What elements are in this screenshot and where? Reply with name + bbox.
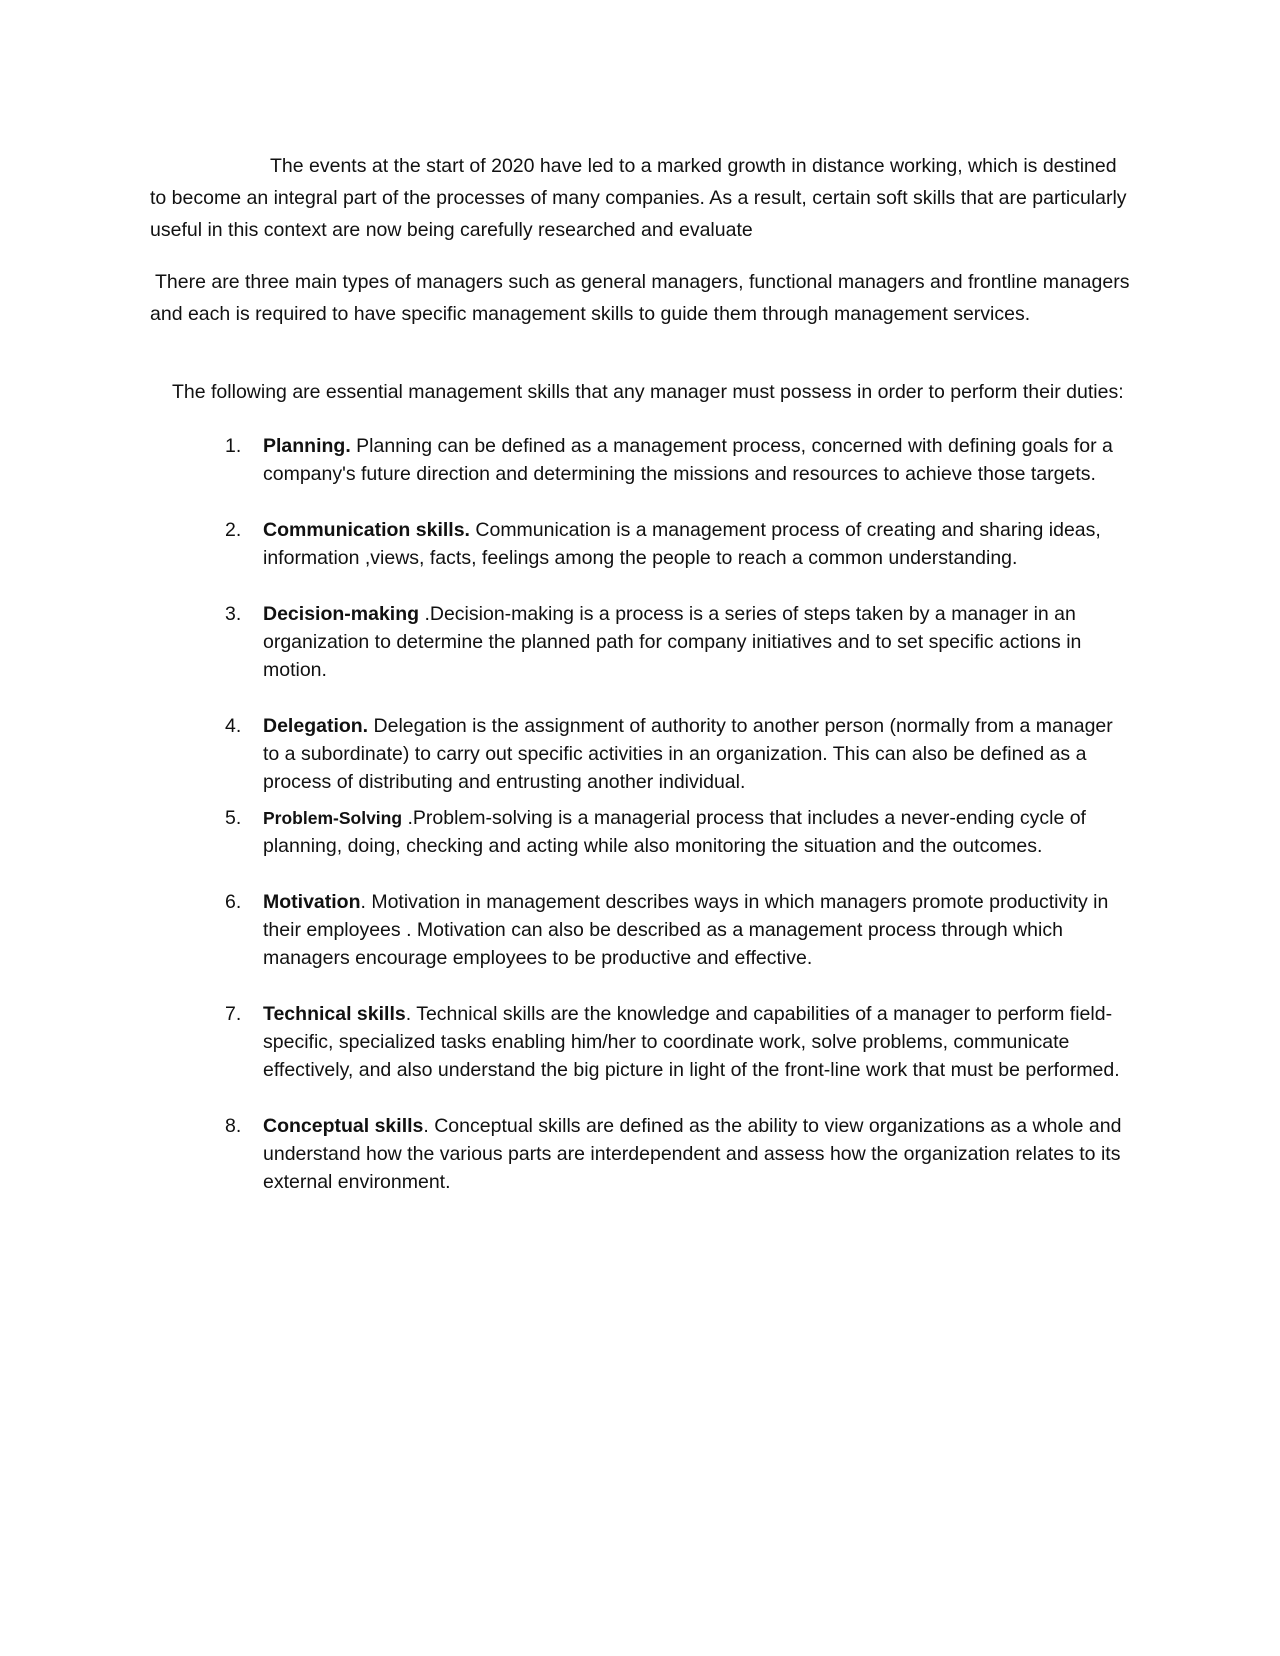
list-item-text: .Decision-making is a process is a series of steps taken by a manager in an organization to determine the planned path for company initiatives and to set specific actions in motion. (263, 603, 1082, 681)
list-item (150, 432, 1130, 488)
list-item-text: . Motivation in management describes ways in which managers promote productivity in their employees . Motivation can also be described as a management process through which managers encourage employees to be productive and effective. (263, 891, 1109, 969)
intro-paragraph: The events at the start of 2020 have led to a marked growth in distance working, which is destined to become an integral part of the processes of many companies. As a result, certain soft skills that are particularly useful in this context are now being carefully researched and evaluate (150, 155, 1127, 241)
list-item (150, 1112, 1130, 1196)
list-item-title: Technical skills (263, 1003, 406, 1025)
skills-list (150, 432, 1130, 1196)
list-item-text: Planning can be defined as a management process, concerned with defining goals for a company's future direction and determining the missions and resources to achieve those targets. (263, 435, 1113, 485)
list-item-number: 6. (225, 891, 242, 913)
list-item-text: Delegation is the assignment of authority to another person (normally from a manager to a subordinate) to carry out specific activities in an organization. This can also be defined as a process of distributing and entrusting another individual. (263, 715, 1113, 793)
list-item (150, 600, 1130, 684)
skills-intro-paragraph: The following are essential management skills that any manager must possess in order to perform their duties: (172, 381, 1124, 403)
list-item-number: 1. (225, 435, 242, 457)
document-body (150, 150, 1130, 1224)
list-item-title: Decision-making (263, 603, 420, 625)
list-item-number: 5. (225, 807, 242, 829)
list-item (150, 712, 1130, 796)
list-item-title: Problem-Solving (263, 808, 403, 828)
list-item (150, 888, 1130, 972)
list-item-title: Delegation. (263, 715, 369, 737)
manager-types-paragraph: There are three main types of managers such as general managers, functional managers and frontline managers and each is required to have specific management skills to guide them through management services. (150, 271, 1130, 325)
list-item-text: . Technical skills are the knowledge and capabilities of a manager to perform field-specific, specialized tasks enabling him/her to coordinate work, solve problems, communicate effectively, and also understand the big picture in light of the front-line work that must be performed. (263, 1003, 1120, 1081)
list-item (150, 516, 1130, 572)
list-item-number: 8. (225, 1115, 242, 1137)
list-item-text: . Conceptual skills are defined as the ability to view organizations as a whole and understand how the various parts are interdependent and assess how the organization relates to its external environment. (263, 1115, 1122, 1193)
list-item (150, 1000, 1130, 1084)
list-item (150, 804, 1130, 860)
list-item-title: Planning. (263, 435, 351, 457)
list-item-text: Communication is a management process of creating and sharing ideas, information ,views, facts, feelings among the people to reach a common understanding. (263, 519, 1101, 569)
list-item-number: 3. (225, 603, 242, 625)
list-item-title: Motivation (263, 891, 361, 913)
list-item-title: Communication skills. (263, 519, 470, 541)
list-item-text: .Problem-solving is a managerial process that includes a never-ending cycle of planning, doing, checking and acting while also monitoring the situation and the outcomes. (263, 807, 1086, 857)
list-item-number: 4. (225, 715, 242, 737)
list-item-number: 2. (225, 519, 242, 541)
list-item-number: 7. (225, 1003, 242, 1025)
list-item-title: Conceptual skills (263, 1115, 424, 1137)
